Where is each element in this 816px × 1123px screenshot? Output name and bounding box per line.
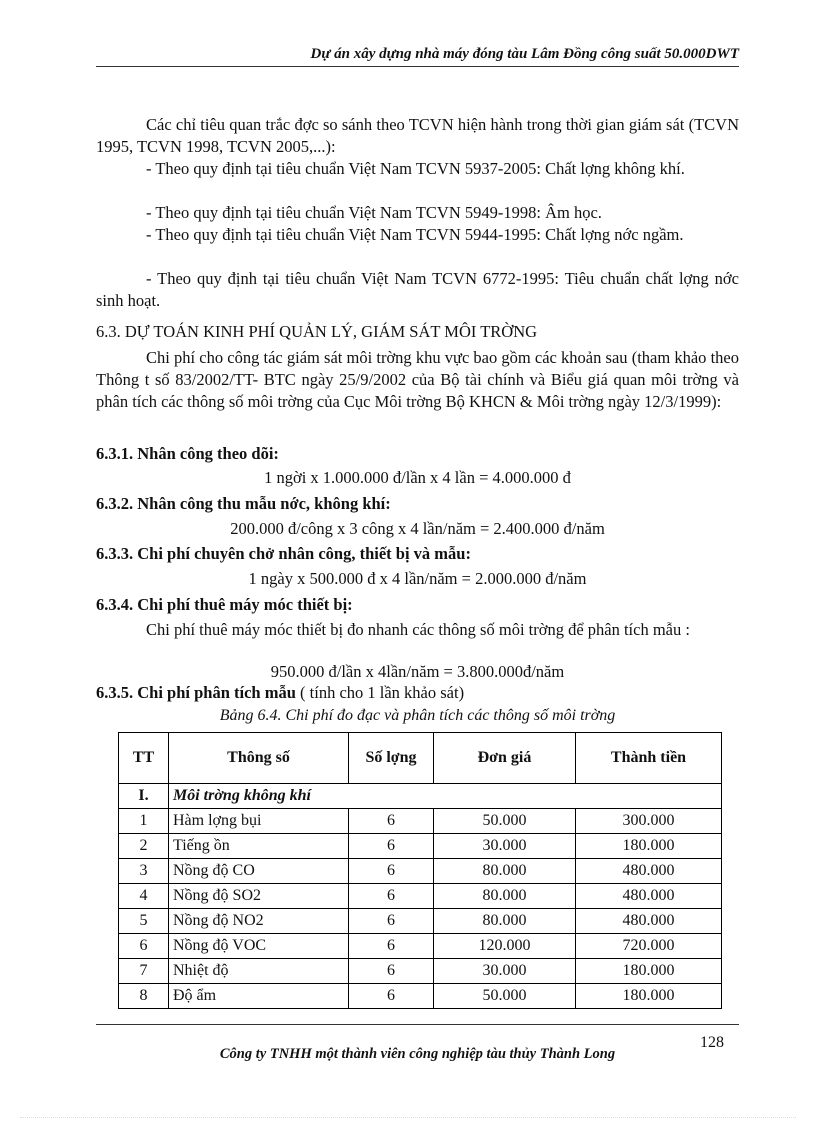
row-total: 300.000 [576,809,722,834]
col-unit-price-header: Đơn giá [434,733,576,784]
row-quantity: 6 [349,959,434,984]
row-unit-price: 50.000 [434,809,576,834]
row-unit-price: 50.000 [434,984,576,1009]
row-parameter: Độ ẩm [169,984,349,1009]
row-tt: 1 [119,809,169,834]
row-quantity: 6 [349,934,434,959]
section-title: 6.3. DỰ TOÁN KINH PHÍ QUẢN LÝ, GIÁM SÁT MÔI TRỜNG [96,322,538,341]
row-parameter: Nhiệt độ [169,959,349,984]
row-tt: 7 [119,959,169,984]
row-quantity: 6 [349,809,434,834]
row-parameter: Nồng độ CO [169,859,349,884]
row-total: 480.000 [576,884,722,909]
row-total: 720.000 [576,934,722,959]
col-quantity-header: Số lợng [349,733,434,784]
bottom-dotted-line [20,1117,796,1118]
bullet-3: - Theo quy định tại tiêu chuẩn Việt Nam TCVN 5944-1995: Chất lợng nớc ngầm. [146,225,684,244]
row-total: 180.000 [576,984,722,1009]
table-caption: Bảng 6.4. Chi phí đo đạc và phân tích các thông số môi trờng [219,707,616,724]
page-number: 128 [700,1034,724,1051]
header-rule [96,66,739,67]
group-tt: I. [119,784,169,809]
subsection-6-3-5-title: 6.3.5. Chi phí phân tích mẫu [96,683,296,702]
table-group-row [119,784,722,809]
subsection-6-3-4-text: Chi phí thuê máy móc thiết bị đo nhanh các thông số môi trờng để phân tích mẫu : [146,620,690,639]
col-parameter-header: Thông số [169,733,349,784]
col-total-header: Thành tiền [576,733,722,784]
subsection-6-3-4-title: 6.3.4. Chi phí thuê máy móc thiết bị: [96,595,353,614]
subsection-6-3-3-title: 6.3.3. Chi phí chuyên chở nhân công, thiết bị và mẫu: [96,544,471,563]
subsection-6-3-5-note: ( tính cho 1 lần khảo sát) [295,683,465,702]
bullet-2: - Theo quy định tại tiêu chuẩn Việt Nam TCVN 5949-1998: Âm học. [146,203,602,222]
table-row [119,909,722,934]
group-name: Môi trờng không khí [169,784,722,809]
subsection-6-3-2-formula: 200.000 đ/công x 3 công x 4 lần/năm = 2.400.000 đ/năm [230,519,605,538]
row-unit-price: 80.000 [434,884,576,909]
table-row [119,959,722,984]
table-row [119,884,722,909]
running-footer: Công ty TNHH một thành viên công nghiệp tàu thủy Thành Long [219,1046,616,1062]
subsection-6-3-2-title: 6.3.2. Nhân công thu mẫu nớc, không khí: [96,494,391,513]
row-quantity: 6 [349,909,434,934]
table-row [119,984,722,1009]
running-header: Dự án xây dựng nhà máy đóng tàu Lâm Đồng công suất 50.000DWT [310,46,739,62]
col-tt-header: TT [119,733,169,784]
row-total: 180.000 [576,959,722,984]
row-parameter: Nồng độ SO2 [169,884,349,909]
row-unit-price: 30.000 [434,959,576,984]
row-quantity: 6 [349,834,434,859]
row-tt: 4 [119,884,169,909]
table-row [119,934,722,959]
table-header-row [119,733,722,784]
row-parameter: Hàm lợng bụi [169,809,349,834]
intro-paragraph: Các chỉ tiêu quan trắc đợc so sánh theo TCVN hiện hành trong thời gian giám sát (TCVN 1995, TCVN 1998, TCVN 2005,...): [96,115,739,156]
bullet-1: - Theo quy định tại tiêu chuẩn Việt Nam TCVN 5937-2005: Chất lợng không khí. [146,159,685,178]
subsection-6-3-1-title: 6.3.1. Nhân công theo dõi: [96,444,279,463]
row-parameter: Tiếng ồn [169,834,349,859]
row-quantity: 6 [349,884,434,909]
table-row [119,834,722,859]
table-row [119,809,722,834]
row-tt: 3 [119,859,169,884]
subsection-6-3-5 [96,683,464,703]
row-tt: 6 [119,934,169,959]
row-unit-price: 80.000 [434,859,576,884]
subsection-6-3-4-formula: 950.000 đ/lần x 4lần/năm = 3.800.000đ/năm [270,662,565,681]
footer-rule [96,1024,739,1025]
row-parameter: Nồng độ NO2 [169,909,349,934]
row-unit-price: 120.000 [434,934,576,959]
row-tt: 5 [119,909,169,934]
row-total: 480.000 [576,909,722,934]
row-unit-price: 80.000 [434,909,576,934]
bullet-4: - Theo quy định tại tiêu chuẩn Việt Nam TCVN 6772-1995: Tiêu chuẩn chất lợng nớc sinh hoạt. [96,269,739,310]
subsection-6-3-3-formula: 1 ngày x 500.000 đ x 4 lần/năm = 2.000.000 đ/năm [248,569,587,588]
subsection-6-3-1-formula: 1 ngời x 1.000.000 đ/lần x 4 lần = 4.000.000 đ [264,468,571,487]
row-quantity: 6 [349,859,434,884]
section-intro: Chi phí cho công tác giám sát môi trờng khu vực bao gồm các khoản sau (tham khảo theo Thông t số 83/2002/TT- BTC ngày 25/9/2002 của Bộ tài chính và Biểu giá quan môi trờng và phân tích các thông số môi trờng của Cục Môi trờng Bộ KHCN & Môi trờng ngày 12/3/1999): [96,348,739,411]
row-tt: 8 [119,984,169,1009]
row-total: 480.000 [576,859,722,884]
table-row [119,859,722,884]
cost-table [118,732,722,1009]
row-total: 180.000 [576,834,722,859]
row-tt: 2 [119,834,169,859]
row-unit-price: 30.000 [434,834,576,859]
row-parameter: Nồng độ VOC [169,934,349,959]
row-quantity: 6 [349,984,434,1009]
